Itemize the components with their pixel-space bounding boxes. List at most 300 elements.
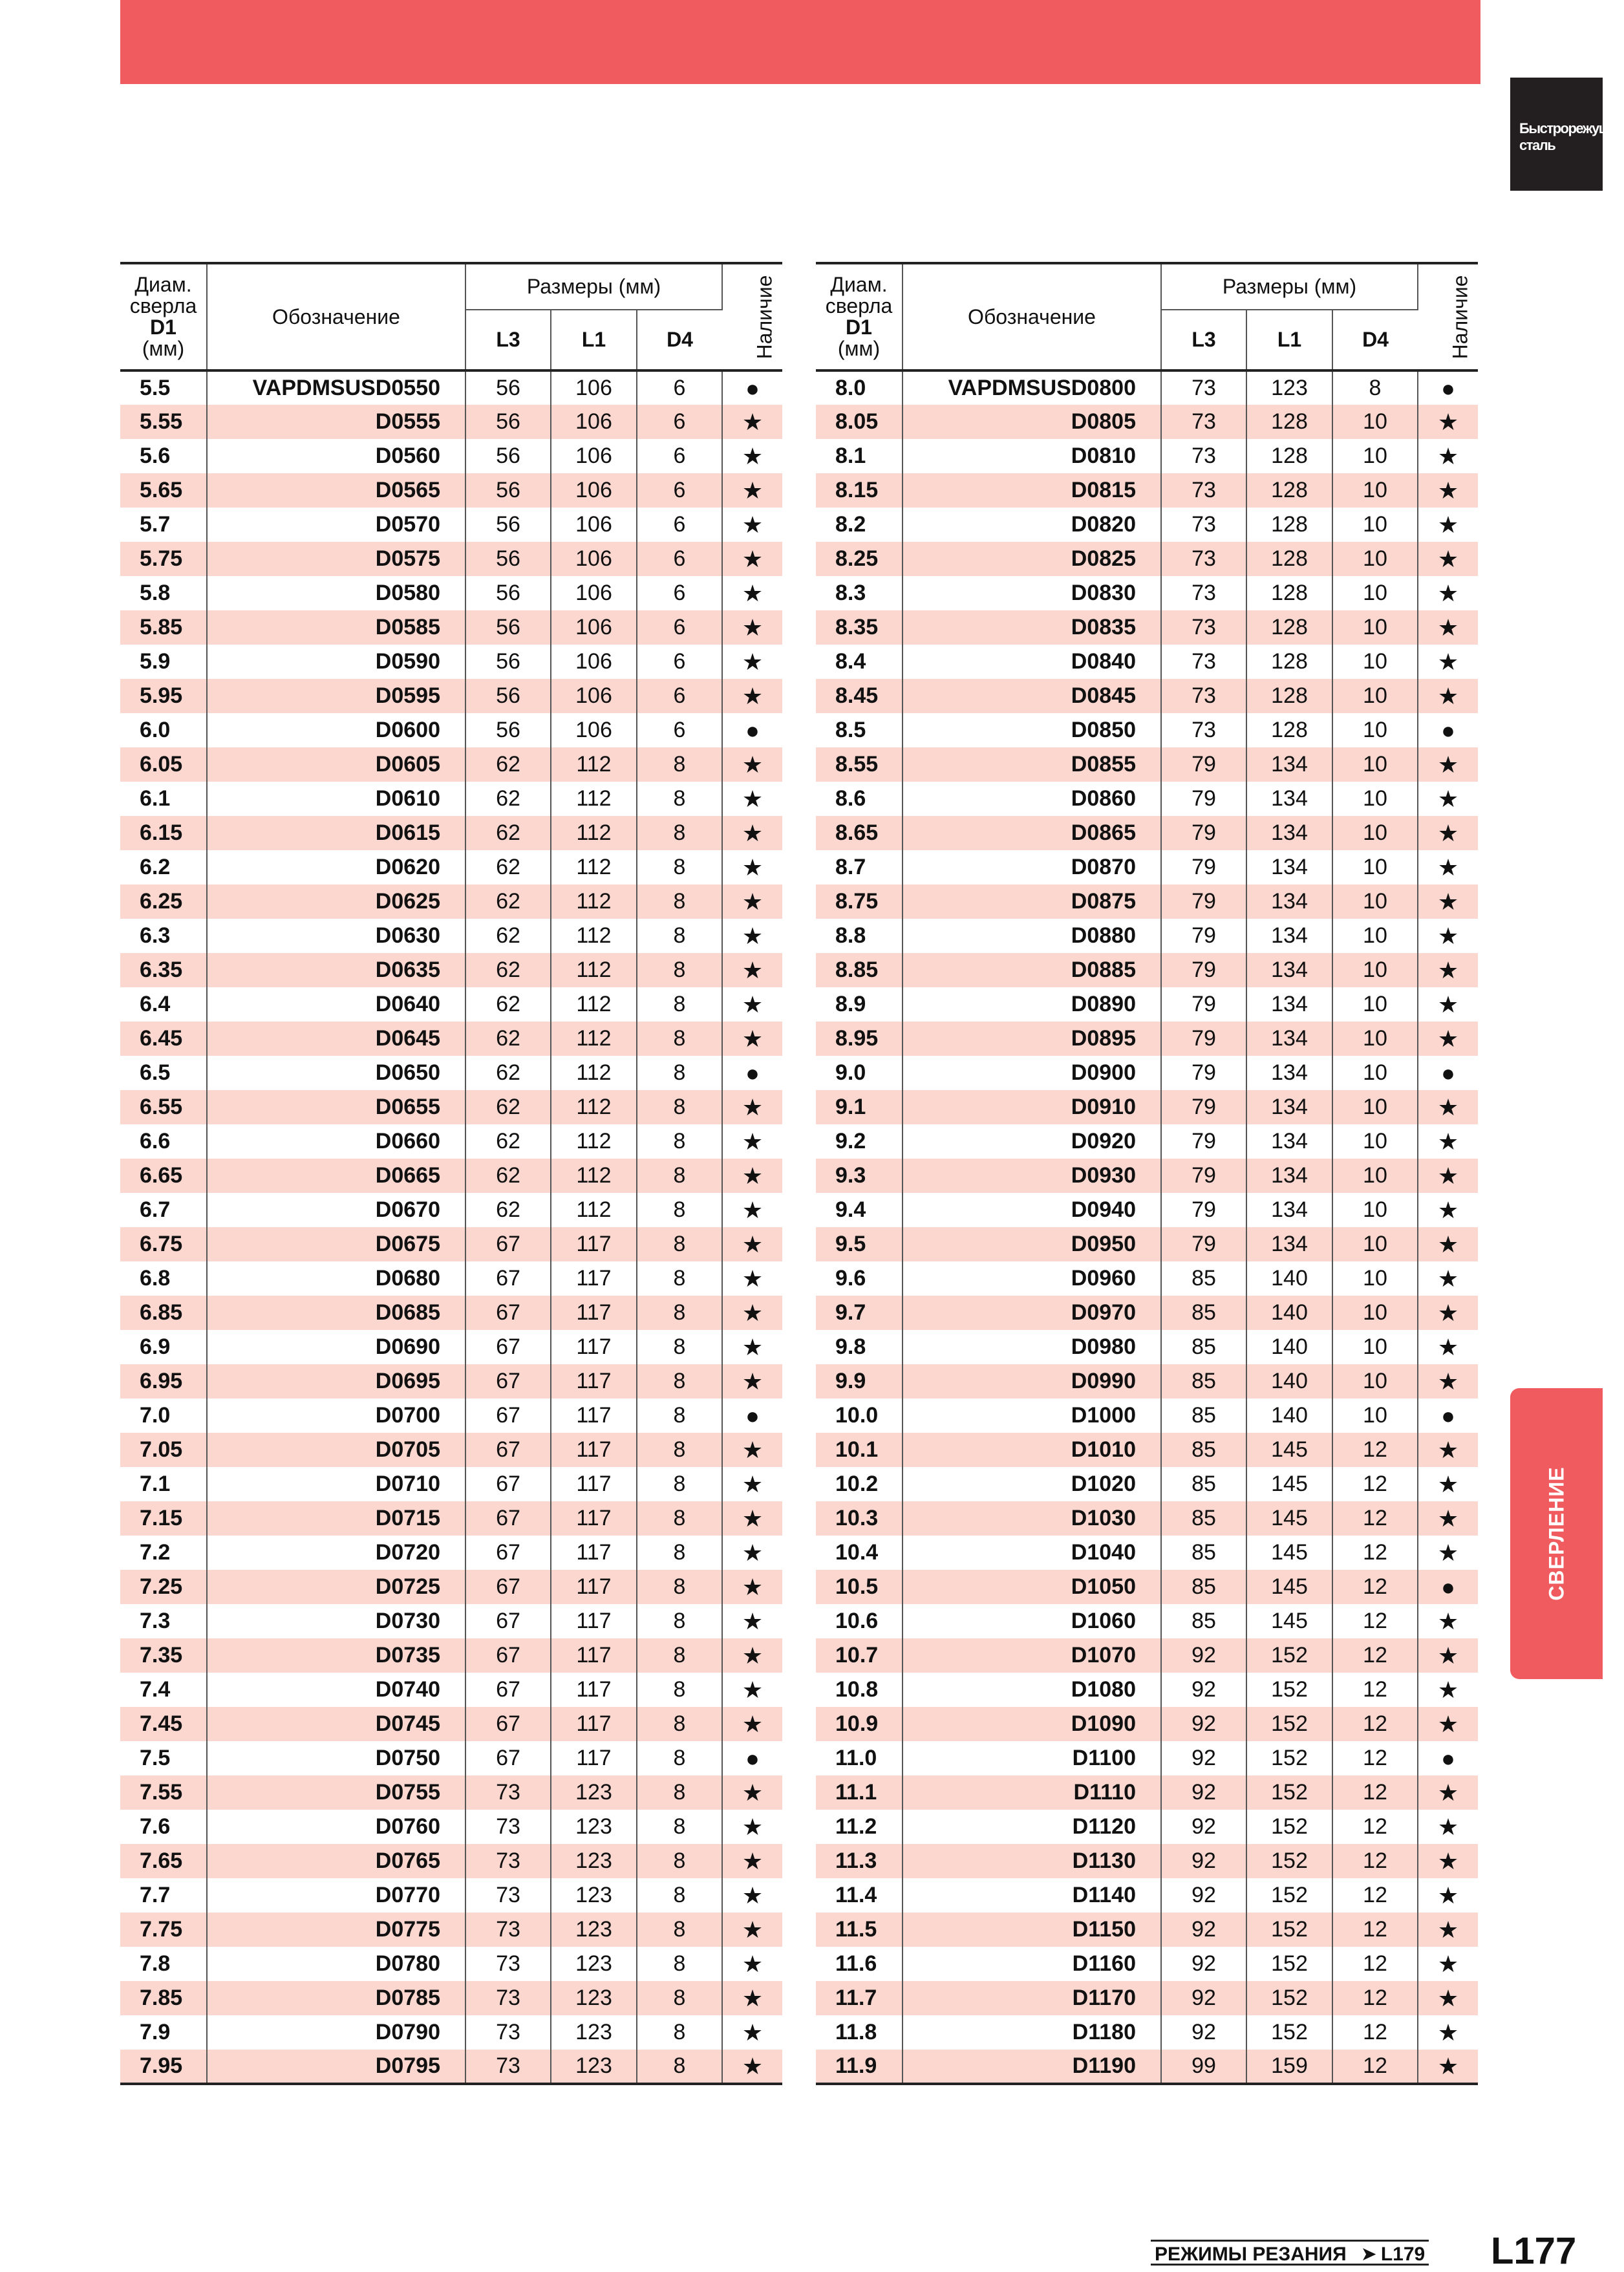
cell-availability: ★: [722, 1022, 782, 1056]
table-row: [120, 816, 782, 850]
table-row: [816, 1159, 1478, 1193]
cell-availability: ★: [722, 1981, 782, 2015]
cutting-modes-link[interactable]: [1151, 2240, 1429, 2266]
cell-diameter: 9.6: [816, 1261, 903, 1296]
cell-diameter: 7.75: [120, 1913, 207, 1947]
cell-availability: ●: [1441, 716, 1455, 744]
cell-availability: ★: [722, 1707, 782, 1741]
cell-l3: 79: [1161, 747, 1246, 782]
cell-d4: 10: [1332, 1090, 1418, 1124]
cell-l1: 112: [551, 816, 637, 850]
cell-designation: D0675: [207, 1227, 465, 1261]
cell-l1: 152: [1246, 1913, 1332, 1947]
table-row: [120, 1433, 782, 1467]
cell-l3: 92: [1161, 1844, 1246, 1878]
cell-designation: D0660: [207, 1124, 465, 1159]
table-row: [816, 1330, 1478, 1364]
header-l1: L1: [551, 310, 637, 370]
cell-l1: 145: [1246, 1433, 1332, 1467]
cell-diameter: 5.8: [120, 576, 207, 610]
cell-designation: D0805: [903, 405, 1161, 439]
cell-d4: 10: [1332, 542, 1418, 576]
cell-designation: D0620: [207, 850, 465, 884]
cell-l3: 79: [1161, 1056, 1246, 1090]
header-dimensions: Размеры (мм): [465, 263, 722, 310]
cell-l3: 62: [465, 1056, 551, 1090]
cell-availability: ★: [1418, 473, 1478, 508]
table-row: [120, 2015, 782, 2050]
cell-designation: D0725: [207, 1570, 465, 1604]
cell-l3: 73: [1161, 713, 1246, 747]
cell-d4: 8: [637, 1775, 722, 1810]
cell-l3: 73: [1161, 679, 1246, 713]
cell-l1: 117: [551, 1399, 637, 1433]
table-row: [816, 1844, 1478, 1878]
cell-d4: 10: [1332, 1124, 1418, 1159]
cell-d4: 6: [637, 439, 722, 473]
cell-availability: ★: [722, 1433, 782, 1467]
cell-designation: D0745: [207, 1707, 465, 1741]
header-availability: [1418, 263, 1478, 370]
cell-d4: 12: [1332, 1775, 1418, 1810]
table-row: [120, 542, 782, 576]
cell-l3: 73: [465, 1947, 551, 1981]
table-row: [816, 1124, 1478, 1159]
cell-designation: D0970: [903, 1296, 1161, 1330]
table-row: [120, 1878, 782, 1913]
cell-l3: 92: [1161, 1810, 1246, 1844]
cell-diameter: 7.45: [120, 1707, 207, 1741]
cell-designation: D0650: [207, 1056, 465, 1090]
cell-l1: 112: [551, 747, 637, 782]
cell-diameter: 11.8: [816, 2015, 903, 2050]
cell-d4: 10: [1332, 1296, 1418, 1330]
cell-d4: 8: [637, 1981, 722, 2015]
cell-l3: 56: [465, 473, 551, 508]
cell-d4: 8: [637, 987, 722, 1022]
table-row: [120, 953, 782, 987]
cell-diameter: 10.3: [816, 1501, 903, 1536]
cell-d4: 6: [637, 610, 722, 645]
cell-designation: D0865: [903, 816, 1161, 850]
cell-availability: ★: [1437, 1196, 1459, 1223]
table-row: [816, 1947, 1478, 1981]
cell-diameter: 8.35: [816, 610, 903, 645]
cell-availability: ★: [1418, 884, 1478, 919]
cell-availability: ★: [1437, 648, 1459, 675]
cell-availability: ★: [1418, 1296, 1478, 1330]
cell-diameter: 9.7: [816, 1296, 903, 1330]
cell-l1: 117: [551, 1707, 637, 1741]
cell-l1: 117: [551, 1330, 637, 1364]
cell-d4: 10: [1332, 1159, 1418, 1193]
cell-availability: ★: [742, 442, 764, 469]
cell-l3: 62: [465, 919, 551, 953]
cell-l3: 56: [465, 542, 551, 576]
cell-availability: ★: [722, 542, 782, 576]
cell-diameter: 8.6: [816, 782, 903, 816]
cell-l3: 79: [1161, 1159, 1246, 1193]
cell-diameter: 10.1: [816, 1433, 903, 1467]
cell-l1: 140: [1246, 1399, 1332, 1433]
cell-l3: 62: [465, 747, 551, 782]
cell-d4: 12: [1332, 1981, 1418, 2015]
cell-d4: 6: [637, 370, 722, 405]
cell-l3: 85: [1161, 1501, 1246, 1536]
cell-designation: D1070: [903, 1638, 1161, 1673]
cell-l3: 73: [465, 1810, 551, 1844]
cell-availability: ●: [1441, 374, 1455, 402]
cell-l3: 56: [465, 713, 551, 747]
cell-l3: 62: [465, 1090, 551, 1124]
cell-l1: 145: [1246, 1570, 1332, 1604]
cell-designation: D0755: [207, 1775, 465, 1810]
top-color-bar: [120, 0, 1480, 84]
cell-l1: 128: [1246, 542, 1332, 576]
cell-d4: 10: [1332, 610, 1418, 645]
cell-diameter: 7.3: [120, 1604, 207, 1638]
table-row: [816, 1399, 1478, 1433]
cell-l1: 134: [1246, 884, 1332, 919]
cell-designation: D1000: [903, 1399, 1161, 1433]
cell-l1: 152: [1246, 1775, 1332, 1810]
table-row: [816, 2050, 1478, 2084]
cell-availability: ★: [742, 1539, 764, 1566]
cell-diameter: 10.2: [816, 1467, 903, 1501]
cell-designation: D0700: [207, 1399, 465, 1433]
cell-designation: D0895: [903, 1022, 1161, 1056]
cell-availability: ★: [1418, 747, 1478, 782]
header-l3: L3: [1161, 310, 1246, 370]
cell-availability: ★: [1418, 1638, 1478, 1673]
cell-l1: 145: [1246, 1501, 1332, 1536]
cell-l3: 92: [1161, 1638, 1246, 1673]
cell-l1: 106: [551, 542, 637, 576]
cell-designation: D1140: [903, 1878, 1161, 1913]
table-row: [120, 370, 782, 405]
cell-d4: 8: [637, 782, 722, 816]
cell-diameter: 6.75: [120, 1227, 207, 1261]
cell-l1: 152: [1246, 1638, 1332, 1673]
cell-l1: 117: [551, 1501, 637, 1536]
table-row: [816, 747, 1478, 782]
cell-l1: 106: [551, 508, 637, 542]
cell-d4: 8: [637, 2015, 722, 2050]
cell-d4: 8: [637, 816, 722, 850]
cell-diameter: 7.9: [120, 2015, 207, 2050]
cell-l3: 67: [465, 1399, 551, 1433]
cell-l1: 112: [551, 1193, 637, 1227]
cell-l1: 123: [551, 1810, 637, 1844]
header-designation: Обозначение: [207, 263, 465, 370]
page-number: L177: [1491, 2230, 1577, 2272]
cell-availability: ★: [1437, 1128, 1459, 1155]
cell-l1: 128: [1246, 645, 1332, 679]
cell-l1: 134: [1246, 747, 1332, 782]
cell-l3: 56: [465, 576, 551, 610]
cell-designation: D0860: [903, 782, 1161, 816]
cell-diameter: 8.0: [816, 370, 903, 405]
table-row: [120, 1227, 782, 1261]
table-row: [120, 1124, 782, 1159]
cell-d4: 12: [1332, 1947, 1418, 1981]
cell-diameter: 9.3: [816, 1159, 903, 1193]
cell-availability: ★: [1418, 679, 1478, 713]
cell-l1: 117: [551, 1261, 637, 1296]
cell-diameter: 11.1: [816, 1775, 903, 1810]
table-row: [120, 1570, 782, 1604]
table-row: [816, 610, 1478, 645]
table-row: [120, 1296, 782, 1330]
cell-l1: 123: [551, 1913, 637, 1947]
cell-designation: D0780: [207, 1947, 465, 1981]
cell-l1: 106: [551, 370, 637, 405]
table-row: [816, 1810, 1478, 1844]
header-availability-label: Наличие: [753, 275, 776, 359]
table-row: [120, 987, 782, 1022]
cell-designation: D0565: [207, 473, 465, 508]
table-row: [120, 1707, 782, 1741]
cell-l1: 117: [551, 1604, 637, 1638]
side-tab-material-label: Быстрорежущая сталь: [1519, 120, 1624, 153]
cell-l3: 79: [1161, 953, 1246, 987]
cell-l1: 123: [551, 1844, 637, 1878]
cell-l3: 67: [465, 1707, 551, 1741]
cell-d4: 8: [637, 1399, 722, 1433]
header-diameter-line2: сверла: [129, 294, 197, 317]
cell-l1: 106: [551, 713, 637, 747]
cell-l1: 123: [551, 1947, 637, 1981]
cell-designation: D1120: [903, 1810, 1161, 1844]
cell-diameter: 6.25: [120, 884, 207, 919]
cell-diameter: 7.55: [120, 1775, 207, 1810]
cell-designation: D1110: [903, 1775, 1161, 1810]
cell-d4: 10: [1332, 405, 1418, 439]
cell-l1: 159: [1246, 2050, 1332, 2084]
cell-availability: ★: [1437, 853, 1459, 881]
cell-diameter: 7.2: [120, 1536, 207, 1570]
cell-availability: ★: [1437, 1881, 1459, 1909]
cell-d4: 10: [1332, 1261, 1418, 1296]
cell-d4: 8: [637, 1022, 722, 1056]
cell-designation: D0570: [207, 508, 465, 542]
cell-l3: 62: [465, 1193, 551, 1227]
cell-l1: 106: [551, 439, 637, 473]
cell-l3: 85: [1161, 1399, 1246, 1433]
cell-l1: 106: [551, 645, 637, 679]
cell-availability: ★: [1437, 991, 1459, 1018]
table-row: [816, 508, 1478, 542]
cell-designation: D0930: [903, 1159, 1161, 1193]
cell-availability: ★: [742, 1196, 764, 1223]
cell-d4: 6: [637, 508, 722, 542]
cell-availability: ★: [722, 405, 782, 439]
cell-availability: ★: [1418, 1981, 1478, 2015]
cell-d4: 10: [1332, 850, 1418, 884]
cell-designation: D0785: [207, 1981, 465, 2015]
cell-l1: 112: [551, 1090, 637, 1124]
cell-designation: D0680: [207, 1261, 465, 1296]
cell-designation: D0615: [207, 816, 465, 850]
table-row: [120, 1399, 782, 1433]
cell-l3: 92: [1161, 1878, 1246, 1913]
cell-availability: ★: [722, 747, 782, 782]
cell-availability: ★: [742, 1950, 764, 1977]
cell-l3: 92: [1161, 1775, 1246, 1810]
table-row: [816, 473, 1478, 508]
cell-d4: 10: [1332, 816, 1418, 850]
cell-availability: ★: [1418, 1022, 1478, 1056]
cell-designation: D0770: [207, 1878, 465, 1913]
header-diameter: [816, 263, 903, 370]
cell-l3: 56: [465, 439, 551, 473]
header-l3: L3: [465, 310, 551, 370]
cell-d4: 8: [637, 1673, 722, 1707]
table-row: [120, 1913, 782, 1947]
cell-d4: 8: [637, 1056, 722, 1090]
cell-d4: 8: [637, 1844, 722, 1878]
cell-l1: 112: [551, 1056, 637, 1090]
cell-diameter: 10.0: [816, 1399, 903, 1433]
cell-diameter: 8.1: [816, 439, 903, 473]
cell-diameter: 10.4: [816, 1536, 903, 1570]
cell-l1: 152: [1246, 1947, 1332, 1981]
cell-d4: 10: [1332, 1330, 1418, 1364]
cell-designation: D1050: [903, 1570, 1161, 1604]
cell-designation: D0665: [207, 1159, 465, 1193]
cell-d4: 8: [637, 1159, 722, 1193]
cell-diameter: 8.7: [816, 850, 903, 884]
header-diameter: [120, 263, 207, 370]
cell-d4: 8: [637, 1433, 722, 1467]
header-diameter-unit: (мм): [837, 337, 881, 360]
cell-diameter: 6.95: [120, 1364, 207, 1399]
table-row: [816, 1638, 1478, 1673]
cell-availability: ●: [1441, 1744, 1455, 1772]
cell-designation: D0590: [207, 645, 465, 679]
cell-l3: 67: [465, 1364, 551, 1399]
cell-availability: ★: [1418, 816, 1478, 850]
table-row: [120, 679, 782, 713]
cell-diameter: 5.95: [120, 679, 207, 713]
cell-designation: D0885: [903, 953, 1161, 987]
cell-availability: ★: [1437, 2019, 1459, 2046]
cell-l1: 145: [1246, 1467, 1332, 1501]
cell-d4: 8: [637, 1947, 722, 1981]
cell-l3: 73: [465, 2015, 551, 2050]
cell-l1: 106: [551, 405, 637, 439]
table-row: [120, 2050, 782, 2084]
cell-l3: 79: [1161, 1227, 1246, 1261]
cell-designation: D1040: [903, 1536, 1161, 1570]
table-row: [816, 1296, 1478, 1330]
cell-l1: 145: [1246, 1604, 1332, 1638]
cell-d4: 12: [1332, 1673, 1418, 1707]
table-row: [120, 576, 782, 610]
cell-l3: 62: [465, 884, 551, 919]
cell-d4: 12: [1332, 1913, 1418, 1947]
cell-l1: 112: [551, 1124, 637, 1159]
cell-availability: ●: [745, 716, 760, 744]
cell-designation: D1090: [903, 1707, 1161, 1741]
cell-diameter: 11.5: [816, 1913, 903, 1947]
cell-l3: 73: [1161, 473, 1246, 508]
cutting-modes-page-ref: L179: [1380, 2244, 1426, 2265]
cell-l1: 152: [1246, 1981, 1332, 2015]
cell-diameter: 7.0: [120, 1399, 207, 1433]
cell-diameter: 6.4: [120, 987, 207, 1022]
cell-l3: 56: [465, 610, 551, 645]
cell-l3: 85: [1161, 1330, 1246, 1364]
table-row: [120, 1056, 782, 1090]
table-row: [120, 1022, 782, 1056]
cell-l1: 112: [551, 884, 637, 919]
cell-l3: 79: [1161, 1022, 1246, 1056]
table-row: [120, 1638, 782, 1673]
cell-l3: 79: [1161, 987, 1246, 1022]
cell-availability: ★: [742, 511, 764, 538]
cell-designation: D1190: [903, 2050, 1161, 2084]
table-row: [816, 439, 1478, 473]
cell-l3: 56: [465, 405, 551, 439]
cell-l1: 134: [1246, 850, 1332, 884]
cell-availability: ★: [722, 953, 782, 987]
cell-l1: 106: [551, 576, 637, 610]
cell-l1: 140: [1246, 1261, 1332, 1296]
cell-designation: D0640: [207, 987, 465, 1022]
cell-designation: VAPDMSUSD0550: [207, 370, 465, 405]
cell-l1: 128: [1246, 679, 1332, 713]
cell-availability: ★: [1437, 1539, 1459, 1566]
cell-designation: D0880: [903, 919, 1161, 953]
cell-l1: 106: [551, 610, 637, 645]
cell-designation: D0695: [207, 1364, 465, 1399]
table-row: [816, 713, 1478, 747]
cell-designation: D1160: [903, 1947, 1161, 1981]
cell-l3: 67: [465, 1536, 551, 1570]
cell-availability: ★: [722, 473, 782, 508]
cell-diameter: 5.65: [120, 473, 207, 508]
cell-designation: D0600: [207, 713, 465, 747]
cell-diameter: 8.65: [816, 816, 903, 850]
table-row: [120, 439, 782, 473]
cell-d4: 12: [1332, 1433, 1418, 1467]
table-row: [816, 953, 1478, 987]
table-row: [816, 816, 1478, 850]
cell-l3: 73: [465, 1775, 551, 1810]
cell-diameter: 6.3: [120, 919, 207, 953]
cell-l3: 73: [465, 1981, 551, 2015]
cell-d4: 8: [637, 1536, 722, 1570]
cell-l1: 128: [1246, 610, 1332, 645]
cell-diameter: 8.5: [816, 713, 903, 747]
cell-designation: D0625: [207, 884, 465, 919]
cell-d4: 12: [1332, 1536, 1418, 1570]
table-row: [120, 1467, 782, 1501]
cell-diameter: 7.7: [120, 1878, 207, 1913]
cell-d4: 10: [1332, 1364, 1418, 1399]
cell-designation: D0705: [207, 1433, 465, 1467]
cell-availability: ★: [1437, 1607, 1459, 1634]
cell-l1: 134: [1246, 1056, 1332, 1090]
cell-availability: ★: [1418, 1364, 1478, 1399]
cell-l3: 67: [465, 1433, 551, 1467]
cell-d4: 12: [1332, 1707, 1418, 1741]
table-row: [816, 1775, 1478, 1810]
cell-diameter: 8.15: [816, 473, 903, 508]
cell-d4: 8: [637, 1227, 722, 1261]
cell-l3: 62: [465, 850, 551, 884]
